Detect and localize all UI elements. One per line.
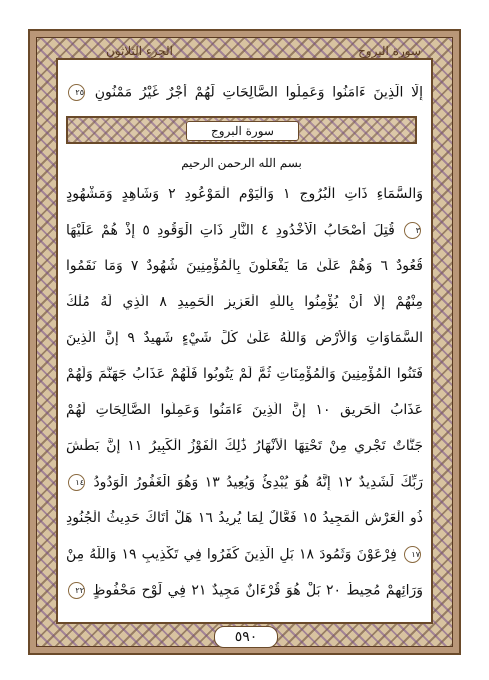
verse-line bbox=[66, 582, 423, 599]
ayah-marker: ٣ bbox=[404, 222, 421, 239]
line-text: السَّمَاوَاتِ وَالْأَرْضِ وَاللَّهُ عَلَىٰ كُلِّ شَيْءٍ شَهِيدٌ ٩ إِنَّ الَّذِينَ bbox=[66, 330, 423, 346]
mushaf-text bbox=[66, 64, 423, 616]
ayah-marker: ١٧ bbox=[404, 546, 421, 563]
line-text: فِرْعَوْنَ وَثَمُودَ ١٨ بَلِ الَّذِينَ كَفَرُوا فِي تَكْذِيبٍ ١٩ وَاللَّهُ مِنْ bbox=[66, 546, 397, 563]
page-number: ٥٩٠ bbox=[214, 626, 278, 648]
line-text: عَذَابُ الْحَرِيقِ ١٠ إِنَّ الَّذِينَ ءَامَنُوا وَعَمِلُوا الصَّالِحَاتِ لَهُمْ bbox=[66, 402, 423, 418]
line-text: جَنَّاتٌ تَجْرِي مِنْ تَحْتِهَا الْأَنْهَارُ ذَٰلِكَ الْفَوْزُ الْكَبِيرُ ١١ إِنَّ بَطْشَ bbox=[66, 438, 423, 454]
line-text: وَرَائِهِمْ مُحِيطٌ ٢٠ بَلْ هُوَ قُرْءَانٌ مَجِيدٌ ٢١ فِي لَوْحٍ مَحْفُوظٍ bbox=[92, 582, 423, 599]
verse-line bbox=[66, 258, 423, 274]
verse-line bbox=[66, 294, 423, 310]
ayah-marker: ١٤ bbox=[68, 474, 85, 491]
verse-line bbox=[66, 510, 423, 526]
verse-line bbox=[66, 330, 423, 346]
line-text: ذُو الْعَرْشِ الْمَجِيدُ ١٥ فَعَّالٌ لِمَا يُرِيدُ ١٦ هَلْ أَتَاكَ حَدِيثُ الْجُنُودِ bbox=[66, 510, 423, 526]
verse-line bbox=[66, 366, 423, 382]
ayah-marker: ٢٢ bbox=[68, 582, 85, 599]
verse-line bbox=[66, 222, 423, 239]
line-text: قُعُودٌ ٦ وَهُمْ عَلَىٰ مَا يَفْعَلُونَ بِالْمُؤْمِنِينَ شُهُودٌ ٧ وَمَا نَقَمُوا bbox=[66, 258, 423, 274]
basmala: بسم الله الرحمن الرحيم bbox=[181, 156, 302, 170]
line-text: رَبِّكَ لَشَدِيدٌ ١٢ إِنَّهُ هُوَ يُبْدِئُ وَيُعِيدُ ١٣ وَهُوَ الْغَفُورُ الْوَدُودُ bbox=[93, 474, 423, 491]
line-text: وَالسَّمَاءِ ذَاتِ الْبُرُوجِ ١ وَالْيَوْمِ الْمَوْعُودِ ٢ وَشَاهِدٍ وَمَشْهُودٍ bbox=[66, 186, 423, 202]
verse-line bbox=[66, 84, 423, 101]
verse-line bbox=[66, 438, 423, 454]
verse-line bbox=[66, 546, 423, 563]
surah-header-label: سورة البروج bbox=[358, 44, 421, 58]
verse-line bbox=[66, 186, 423, 202]
juz-label: الجزء الثلاثون bbox=[106, 44, 173, 58]
line-text: مِنْهُمْ إِلَّا أَنْ يُؤْمِنُوا بِاللَّهِ الْعَزِيزِ الْحَمِيدِ ٨ الَّذِي لَهُ مُلْكُ bbox=[66, 294, 423, 310]
surah-banner bbox=[66, 116, 417, 144]
page-header bbox=[58, 42, 431, 60]
line-text: قُتِلَ أَصْحَابُ الْأُخْدُودِ ٤ النَّارِ ذَاتِ الْوَقُودِ ٥ إِذْ هُمْ عَلَيْهَا bbox=[66, 222, 395, 239]
verse-line bbox=[66, 474, 423, 491]
surah-title: سورة البروج bbox=[186, 121, 299, 141]
line-text: إِلَّا الَّذِينَ ءَامَنُوا وَعَمِلُوا الصَّالِحَاتِ لَهُمْ أَجْرٌ غَيْرُ مَمْنُونٍ bbox=[94, 84, 423, 101]
ayah-marker: ٢٥ bbox=[68, 84, 85, 101]
line-text: فَتَنُوا الْمُؤْمِنِينَ وَالْمُؤْمِنَاتِ ثُمَّ لَمْ يَتُوبُوا فَلَهُمْ عَذَابُ جَهَنَّمَ وَلَهُمْ bbox=[66, 366, 423, 382]
verse-line bbox=[66, 402, 423, 418]
